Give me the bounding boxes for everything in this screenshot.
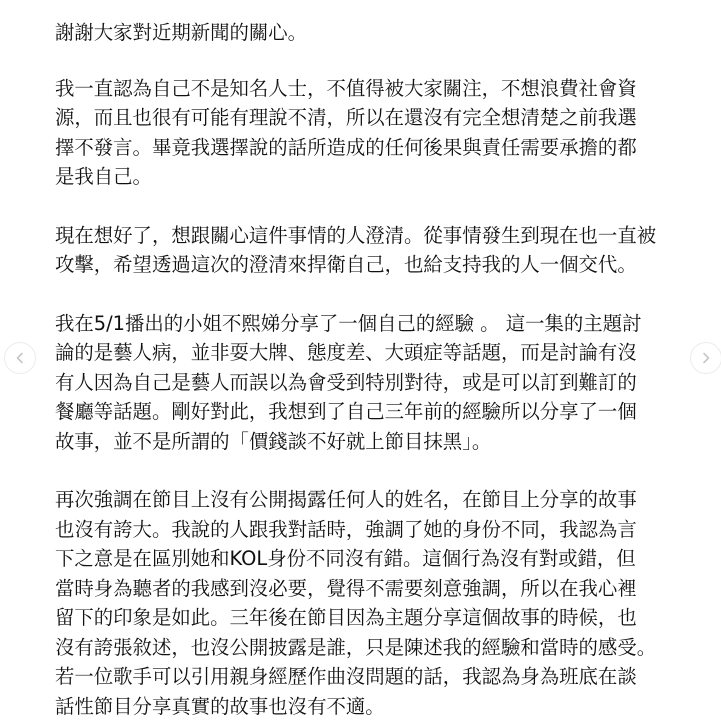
paragraph bbox=[55, 309, 667, 457]
text-line: 故事，並不是所謂的「價錢談不好就上節目抹黑」。 bbox=[55, 427, 667, 457]
text-line: 下之意是在區別她和KOL身份不同沒有錯。這個行為沒有對或錯，但 bbox=[55, 544, 667, 574]
paragraph bbox=[55, 485, 667, 721]
text-line: 留下的印象是如此。三年後在節目因為主題分享這個故事的時候，也 bbox=[55, 603, 667, 633]
paragraph bbox=[55, 18, 667, 48]
text-line: 現在想好了，想跟關心這件事情的人澄清。從事情發生到現在也一直被 bbox=[55, 221, 667, 251]
text-line: 也沒有誇大。我說的人跟我對話時，強調了她的身份不同，我認為言 bbox=[55, 515, 667, 545]
statement-document bbox=[55, 18, 667, 721]
text-line: 有人因為自己是藝人而誤以為會受到特別對待，或是可以訂到難訂的 bbox=[55, 368, 667, 398]
text-line: 我一直認為自己不是知名人士，不值得被大家關注，不想浪費社會資 bbox=[55, 74, 667, 104]
text-line: 攻擊，希望透過這次的澄清來捍衛自己，也給支持我的人一個交代。 bbox=[55, 250, 667, 280]
text-line: 當時身為聽者的我感到沒必要，覺得不需要刻意強調，所以在我心裡 bbox=[55, 574, 667, 604]
text-line: 謝謝大家對近期新聞的關心。 bbox=[55, 18, 667, 48]
text-line: 論的是藝人病，並非耍大牌、態度差、大頭症等話題，而是討論有沒 bbox=[55, 338, 667, 368]
text-line: 若一位歌手可以引用親身經歷作曲沒問題的話，我認為身為班底在談 bbox=[55, 662, 667, 692]
text-line: 餐廳等話題。剛好對此，我想到了自己三年前的經驗所以分享了一個 bbox=[55, 397, 667, 427]
chevron-right-icon bbox=[700, 352, 712, 364]
carousel-prev-button[interactable] bbox=[4, 342, 36, 374]
text-line: 源，而且也很有可能有理說不清，所以在還沒有完全想清楚之前我選 bbox=[55, 103, 667, 133]
text-line: 是我自己。 bbox=[55, 162, 667, 192]
text-line: 再次強調在節目上沒有公開揭露任何人的姓名，在節目上分享的故事 bbox=[55, 485, 667, 515]
text-line: 沒有誇張敘述，也沒公開披露是誰，只是陳述我的經驗和當時的感受。 bbox=[55, 633, 667, 663]
carousel-next-button[interactable] bbox=[690, 342, 721, 374]
paragraph bbox=[55, 74, 667, 192]
text-line: 我在5/1播出的小姐不熙娣分享了一個自己的經驗 。 這一集的主題討 bbox=[55, 309, 667, 339]
text-line: 擇不發言。畢竟我選擇說的話所造成的任何後果與責任需要承擔的都 bbox=[55, 133, 667, 163]
text-line: 話性節目分享真實的故事也沒有不適。 bbox=[55, 692, 667, 721]
chevron-left-icon bbox=[14, 352, 26, 364]
paragraph bbox=[55, 221, 667, 280]
